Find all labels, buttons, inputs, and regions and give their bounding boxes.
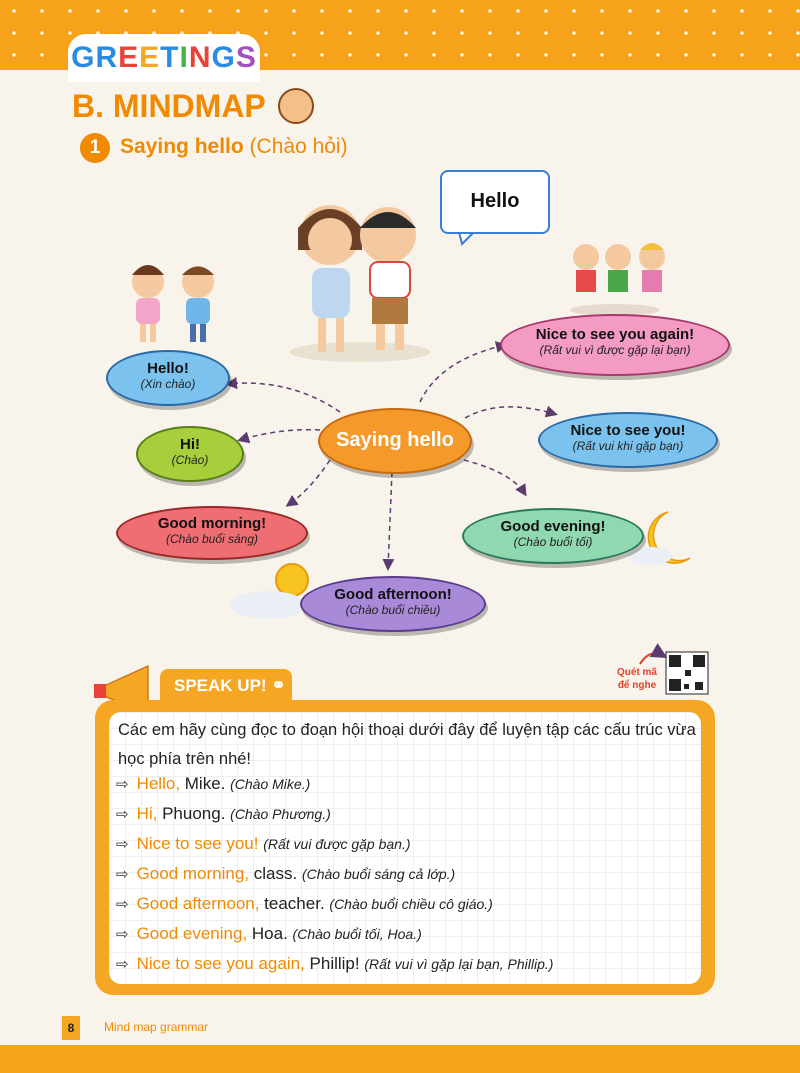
tab-letter: G <box>211 41 236 74</box>
node-nice-to-see-you-again-vi: (Rất vui vì được gặp lại bạn) <box>539 343 691 357</box>
node-nice-to-see-you-vi: (Rất vui khi gặp bạn) <box>572 439 684 453</box>
tab-letter: E <box>118 41 140 74</box>
dialogue-highlight: Good afternoon, <box>136 894 260 913</box>
node-good-afternoon <box>300 576 486 632</box>
dialogue-highlight: Good morning, <box>136 864 250 883</box>
center-node-label: Saying hello <box>336 429 454 451</box>
speak-up-intro: Các em hãy cùng đọc to đoạn hội thoại dưới đây để luyện tập các cấu trúc vừa học phía trên nhé! <box>118 721 696 768</box>
node-good-evening-vi: (Chào buổi tối) <box>513 535 593 549</box>
qr-label <box>612 666 662 692</box>
arrow-icon: ⇨ <box>116 806 129 823</box>
dialogue-translation: (Chào buổi tối, Hoa.) <box>292 926 422 942</box>
dialogue-highlight: Nice to see you again, <box>136 954 305 973</box>
kids-pair-main-illustration <box>290 205 430 362</box>
dialogue-line <box>116 804 331 824</box>
node-good-evening <box>462 508 644 564</box>
node-hello <box>106 350 230 406</box>
hello-speech-bubble: Hello <box>440 170 550 234</box>
dialogue-rest: Mike. <box>180 774 226 793</box>
node-good-evening-en: Good evening! <box>500 518 606 535</box>
tab-letter: S <box>235 41 257 74</box>
qr-arrow-icon <box>640 653 664 664</box>
dialogue-rest: Phuong. <box>157 804 226 823</box>
arrow-icon: ⇨ <box>116 926 129 943</box>
dialogue-translation: (Chào buổi sáng cả lớp.) <box>301 866 456 882</box>
footer-title: Mind map grammar <box>104 1020 209 1034</box>
node-hi <box>136 426 244 482</box>
node-good-afternoon-vi: (Chào buổi chiều) <box>345 603 441 617</box>
qr-label-line2: để nghe <box>617 680 657 691</box>
node-hello-en: Hello! <box>147 360 189 377</box>
dialogue-rest: Hoa. <box>247 924 288 943</box>
kids-trio-illustration <box>570 243 665 316</box>
node-hi-en: Hi! <box>180 436 200 453</box>
tab-letter: I <box>179 41 189 74</box>
dialogue-line <box>116 924 422 944</box>
dialogue-rest: Phillip! <box>304 954 360 973</box>
headphones-icon: ⚭ <box>271 676 286 695</box>
kids-pair-small-illustration <box>132 265 214 342</box>
node-nice-to-see-you-again-en: Nice to see you again! <box>535 326 695 343</box>
mindmap-center-node <box>318 408 472 474</box>
dialogue-highlight: Good evening, <box>136 924 248 943</box>
subsection-title-vi: (Chào hỏi) <box>249 135 348 158</box>
subsection-title-en: Saying hello <box>120 135 244 158</box>
node-nice-to-see-you-again <box>500 314 730 376</box>
tab-letter: N <box>188 41 212 74</box>
subsection-number: 1 <box>80 133 110 163</box>
node-good-morning-en: Good morning! <box>157 515 267 532</box>
node-nice-to-see-you <box>538 412 718 468</box>
dialogue-line <box>116 864 455 884</box>
dialogue-rest: teacher. <box>259 894 325 913</box>
arrow-icon: ⇨ <box>116 896 129 913</box>
dialogue-line <box>116 954 553 974</box>
dialogue-translation: (Rất vui được gặp bạn.) <box>263 836 411 852</box>
arrow-icon: ⇨ <box>116 776 129 793</box>
dialogue-translation: (Chào Phương.) <box>230 806 331 822</box>
node-good-afternoon-en: Good afternoon! <box>334 586 452 603</box>
dialogue-rest: class. <box>249 864 298 883</box>
arrow-icon: ⇨ <box>116 956 129 973</box>
dialogue-line <box>116 834 411 854</box>
dialogue-line <box>116 774 310 794</box>
tab-letter: E <box>139 41 161 74</box>
dialogue-translation: (Chào buổi chiều cô giáo.) <box>329 896 493 912</box>
node-good-morning-vi: (Chào buổi sáng) <box>165 532 259 546</box>
dialogue-highlight: Hello, <box>136 774 181 793</box>
arrow-icon: ⇨ <box>116 836 129 853</box>
sun-cloud-icon <box>230 564 308 619</box>
dialogue-translation: (Chào Mike.) <box>230 776 311 792</box>
section-title: B. MINDMAP <box>72 88 266 124</box>
node-hi-vi: (Chào) <box>171 453 209 467</box>
dialogue-highlight: Hi, <box>136 804 158 823</box>
node-good-morning <box>116 506 308 560</box>
arrow-icon: ⇨ <box>116 866 129 883</box>
node-hello-vi: (Xin chào) <box>140 377 196 391</box>
tab-letter: R <box>95 41 119 74</box>
tab-letter: G <box>71 41 96 74</box>
page-number: 8 <box>62 1016 80 1040</box>
node-nice-to-see-you-en: Nice to see you! <box>570 422 686 439</box>
dialogue-highlight: Nice to see you! <box>136 834 259 853</box>
dialogue-translation: (Rất vui vì gặp lại bạn, Phillip.) <box>364 956 554 972</box>
dialogue-line <box>116 894 493 914</box>
speak-up-heading <box>160 669 292 703</box>
tab-letter: T <box>160 41 180 74</box>
qr-label-line1: Quét mã <box>616 667 657 678</box>
speak-up-heading-text: SPEAK UP! <box>174 676 267 695</box>
qr-code-icon <box>666 652 708 694</box>
